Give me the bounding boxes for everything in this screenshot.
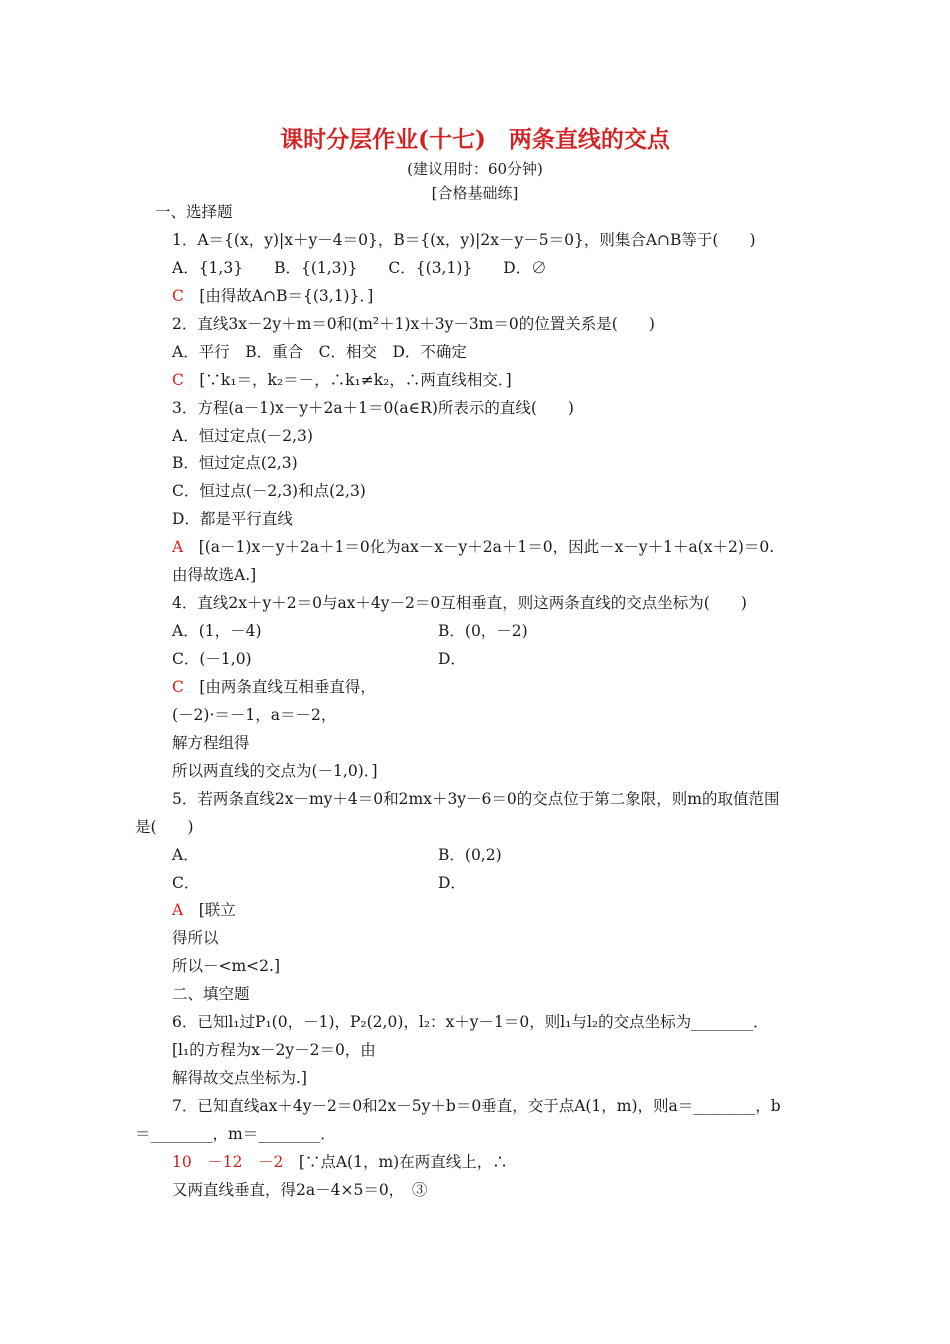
text-line bbox=[135, 1124, 336, 1144]
line-text: [(a－1)x－y＋2a＋1＝0化为ax－x－y＋2a＋1＝0，因此－x－y＋1＋a(x＋2)＝0. bbox=[198, 538, 775, 556]
text-line bbox=[172, 453, 298, 473]
text-line bbox=[172, 956, 280, 976]
line-text: C． bbox=[172, 874, 200, 892]
line-text: [l₁的方程为x－2y－2＝0，由 bbox=[172, 1041, 376, 1059]
text-line bbox=[172, 230, 756, 250]
line-text: [∵k₁＝，k₂＝－，∴k₁≠k₂，∴两直线相交．] bbox=[199, 371, 512, 389]
line-text: A．(1，－4) bbox=[172, 622, 262, 640]
line-text: [∵点A(1，m)在两直线上，∴ bbox=[298, 1153, 508, 1171]
line-text: 所以两直线的交点为(－1,0)．] bbox=[172, 762, 378, 780]
line-text: A．{1,3} B．{(1,3)} C．{(3,1)} D．∅ bbox=[172, 259, 547, 277]
answer-key: 10 －12 －2 bbox=[172, 1153, 299, 1171]
text-line bbox=[172, 426, 313, 446]
line-text: [联立 bbox=[198, 901, 236, 919]
line-text: 得所以 bbox=[172, 929, 219, 947]
text-line bbox=[172, 761, 378, 781]
line-text: 解方程组得 bbox=[172, 734, 250, 752]
page-title: 课时分层作业(十七) 两条直线的交点 bbox=[280, 126, 670, 153]
text-line bbox=[172, 1180, 427, 1200]
answer-key: C bbox=[172, 371, 200, 389]
text-line bbox=[172, 398, 574, 418]
line-text: 二、填空题 bbox=[172, 985, 250, 1003]
text-line bbox=[172, 258, 547, 278]
answer-line bbox=[172, 537, 774, 557]
line-text: [由两条直线互相垂直得， bbox=[199, 678, 376, 696]
text-line bbox=[172, 873, 199, 893]
text-line bbox=[172, 1012, 769, 1032]
answer-line bbox=[172, 286, 373, 306]
text-line bbox=[155, 202, 233, 222]
answer-line bbox=[172, 1152, 508, 1172]
line-text: D． bbox=[438, 874, 466, 892]
text-line bbox=[172, 789, 779, 809]
line-text: 1．A＝{(x，y)|x＋y－4＝0}，B＝{(x，y)|2x－y－5＝0}，则集合A∩B等于( ) bbox=[172, 231, 756, 249]
line-text: ＝________，m＝________． bbox=[135, 1125, 336, 1143]
line-text: 所以－<m<2.] bbox=[172, 957, 281, 975]
text-line bbox=[172, 984, 250, 1004]
text-line bbox=[172, 705, 336, 725]
line-text: 又两直线垂直，得2a－4×5＝0， ③ bbox=[172, 1181, 428, 1199]
line-text: 5．若两条直线2x－my＋4＝0和2mx＋3y－6＝0的交点位于第二象限，则m的取值范围 bbox=[172, 790, 780, 808]
text-line bbox=[172, 845, 199, 865]
line-text: 一、选择题 bbox=[155, 203, 233, 221]
line-text: 4．直线2x＋y＋2＝0与ax＋4y－2＝0互相垂直，则这两条直线的交点坐标为( ) bbox=[172, 594, 747, 612]
text-line bbox=[438, 873, 466, 893]
answer-line bbox=[172, 677, 376, 697]
line-text: 是( ) bbox=[135, 818, 194, 836]
line-text: C．恒过点(－2,3)和点(2,3) bbox=[172, 482, 366, 500]
line-text: 解得故交点坐标为.] bbox=[172, 1069, 307, 1087]
line-text: 2．直线3x－2y＋m＝0和(m²＋1)x＋3y－3m＝0的位置关系是( ) bbox=[172, 315, 655, 333]
line-text: B．(0，－2) bbox=[438, 622, 528, 640]
text-line bbox=[172, 1068, 307, 1088]
text-line bbox=[172, 649, 252, 669]
answer-line bbox=[172, 370, 512, 390]
answer-key: C bbox=[172, 678, 200, 696]
line-text: C．(－1,0) bbox=[172, 650, 252, 668]
text-line bbox=[172, 342, 467, 362]
line-text: A．平行 B．重合 C．相交 D．不确定 bbox=[172, 343, 467, 361]
text-line bbox=[172, 621, 262, 641]
line-text: A． bbox=[172, 846, 199, 864]
answer-key: A bbox=[172, 538, 199, 556]
line-text: 6．已知l₁过P₁(0，－1)，P₂(2,0)，l₂：x＋y－1＝0，则l₁与l₂的交点坐标为________． bbox=[172, 1013, 769, 1031]
line-text: [由得故A∩B＝{(3,1)}．] bbox=[199, 287, 374, 305]
line-text: A．恒过定点(－2,3) bbox=[172, 427, 313, 445]
text-line bbox=[172, 1040, 376, 1060]
answer-line bbox=[172, 900, 236, 920]
text-line bbox=[438, 621, 528, 641]
line-text: 7．已知直线ax＋4y－2＝0和2x－5y＋b＝0垂直，交于点A(1，m)，则a＝________，b bbox=[172, 1097, 781, 1115]
level-label: [合格基础练] bbox=[431, 184, 519, 202]
text-line bbox=[172, 565, 256, 585]
text-line bbox=[135, 817, 194, 837]
text-line bbox=[172, 509, 293, 529]
text-line bbox=[438, 649, 466, 669]
line-text: 由得故选A.] bbox=[172, 566, 257, 584]
line-text: (－2)·＝－1，a＝－2， bbox=[172, 706, 337, 724]
text-line bbox=[172, 1096, 781, 1116]
text-line bbox=[172, 593, 747, 613]
line-text: D．都是平行直线 bbox=[172, 510, 293, 528]
line-text: B．(0,2) bbox=[438, 846, 502, 864]
text-line bbox=[438, 845, 502, 865]
answer-key: C bbox=[172, 287, 200, 305]
line-text: D． bbox=[438, 650, 466, 668]
line-text: 3．方程(a－1)x－y＋2a＋1＝0(a∈R)所表示的直线( ) bbox=[172, 399, 574, 417]
time-note: (建议用时：60分钟) bbox=[407, 160, 543, 178]
text-line bbox=[172, 314, 655, 334]
line-text: B．恒过定点(2,3) bbox=[172, 454, 298, 472]
text-line bbox=[172, 928, 219, 948]
text-line bbox=[172, 481, 366, 501]
text-line bbox=[172, 733, 250, 753]
answer-key: A bbox=[172, 901, 199, 919]
